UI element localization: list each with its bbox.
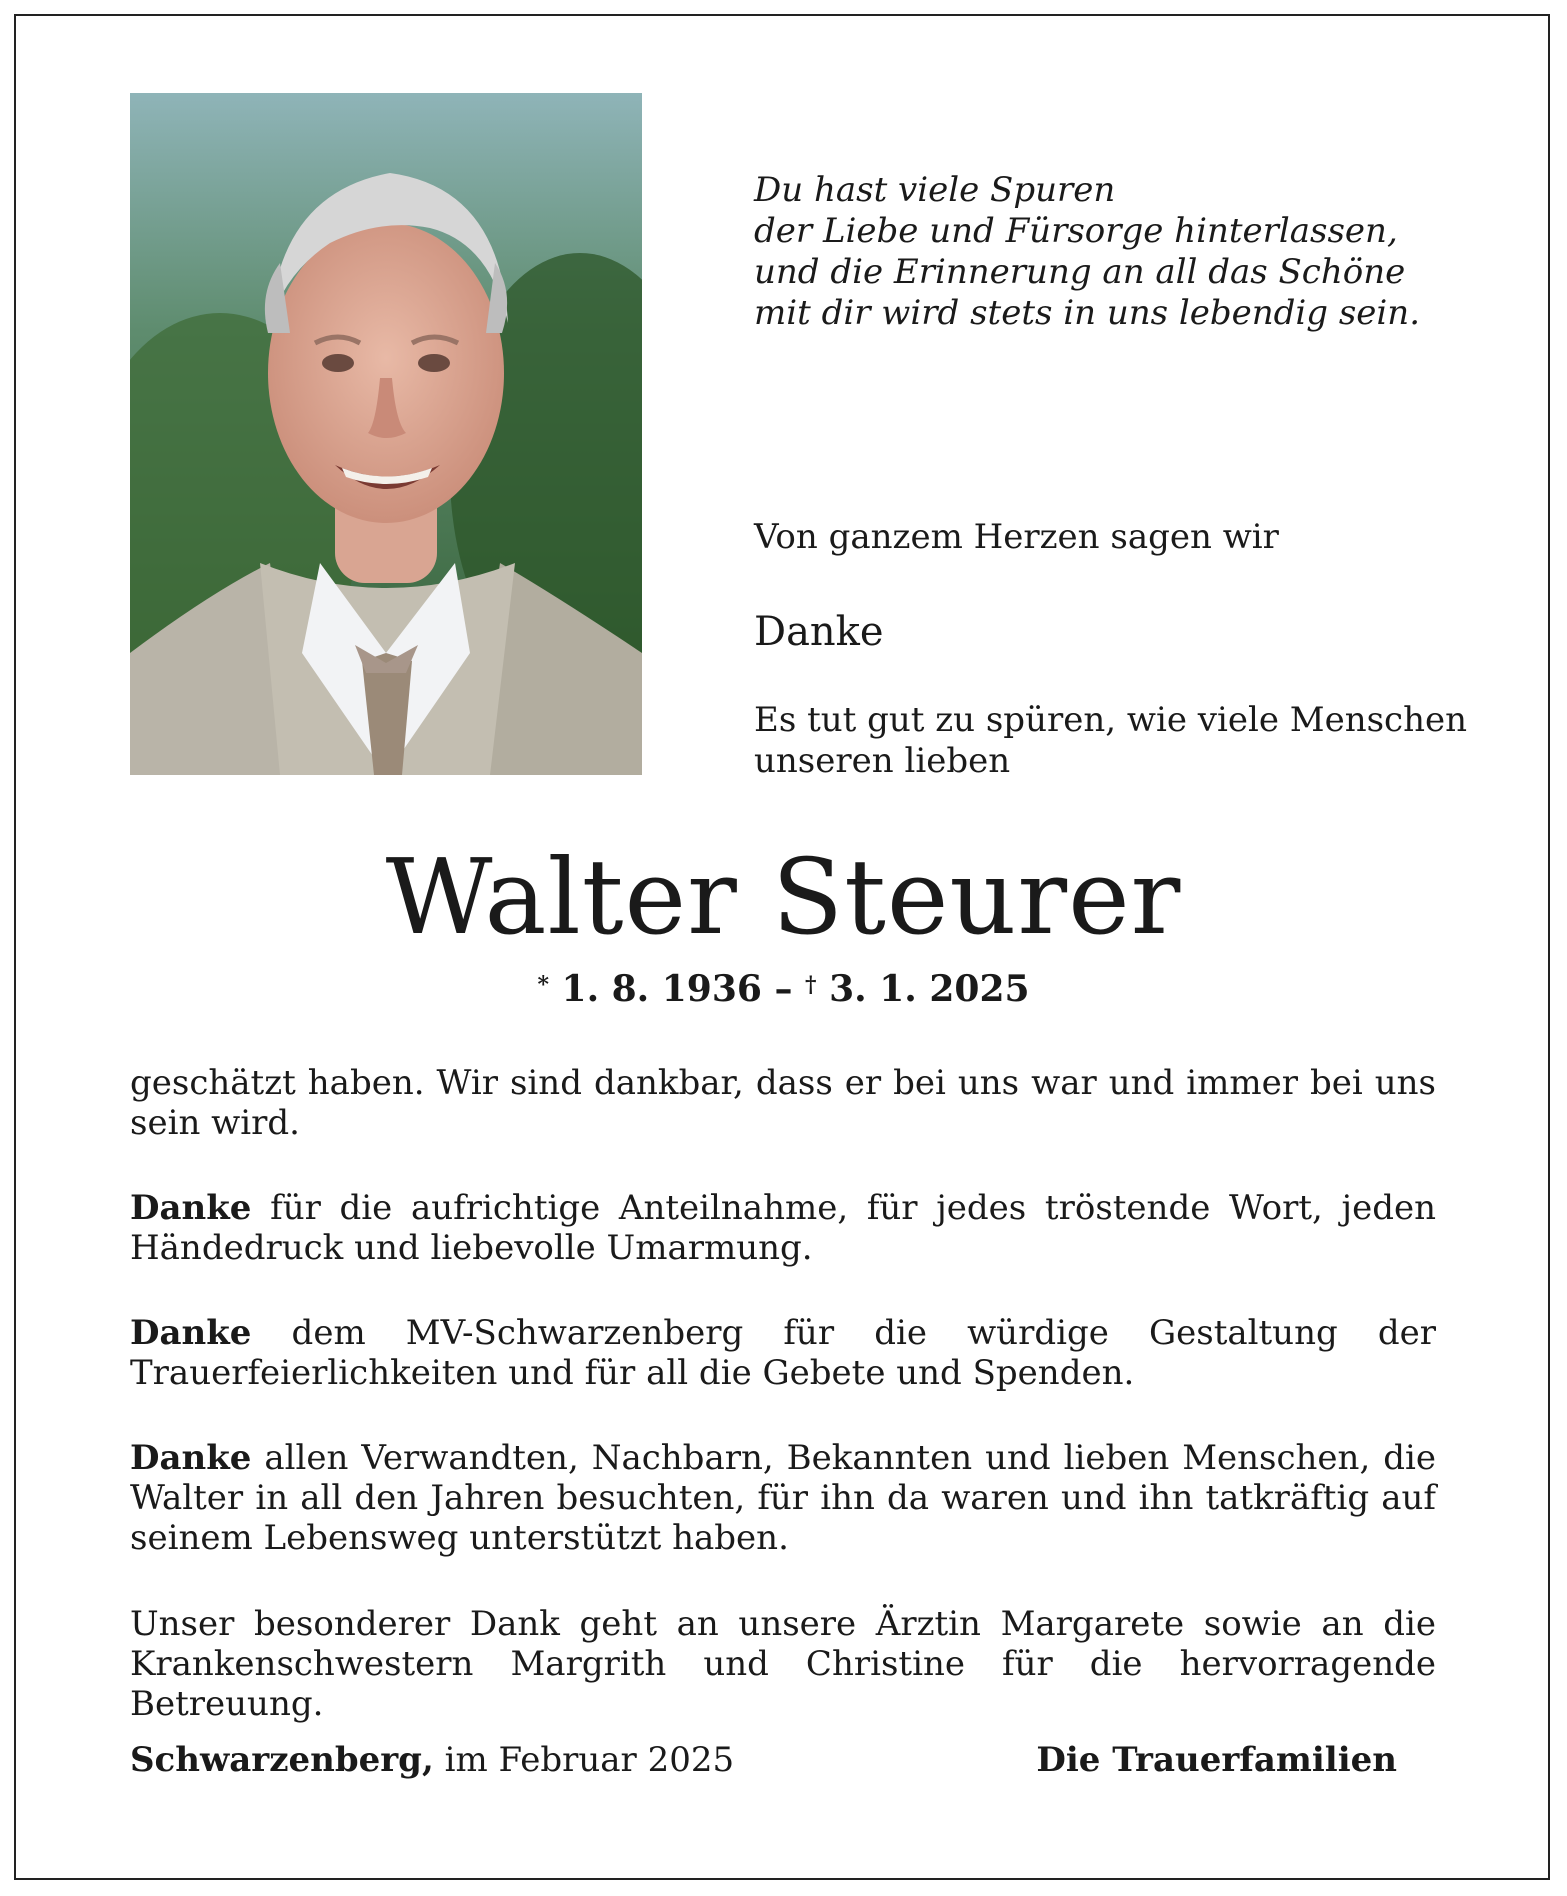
portrait-photo — [130, 93, 642, 775]
danke-bold: Danke — [130, 1188, 252, 1228]
paragraph-text: für die aufrichtige Anteilnahme, für jedes tröstende Wort, jeden Händedruck und liebevolle Umarmung. — [130, 1188, 1436, 1268]
death-date: 3. 1. 2025 — [829, 968, 1030, 1010]
intro-text: Von ganzem Herzen sagen wir — [754, 517, 1279, 557]
paragraph-thanks-relatives — [130, 1438, 1436, 1558]
birth-date: 1. 8. 1936 — [561, 968, 762, 1010]
lead-text — [754, 700, 1474, 782]
footer-signature: Die Trauerfamilien — [1036, 1740, 1397, 1780]
footer-place-date — [130, 1740, 734, 1780]
danke-heading: Danke — [754, 609, 884, 655]
footer-date: im Februar 2025 — [433, 1740, 735, 1780]
poem-line: der Liebe und Fürsorge hinterlassen, — [754, 211, 1398, 251]
footer-place: Schwarzenberg, — [130, 1740, 434, 1780]
birth-symbol: * — [537, 972, 549, 998]
danke-bold: Danke — [130, 1313, 252, 1353]
death-symbol: † — [805, 972, 817, 998]
poem-line: und die Erinnerung an all das Schöne — [754, 252, 1406, 292]
lead-line-2: unseren lieben — [754, 741, 1011, 781]
paragraph-text: allen Verwandten, Nachbarn, Bekannten und lieben Menschen, die Walter in all den Jahren besuchten, für ihn da waren und ihn tatkräftig auf seinem Lebensweg unterstützt haben. — [130, 1438, 1436, 1558]
danke-bold: Danke — [130, 1438, 252, 1478]
paragraph-thanks-sympathy — [130, 1188, 1436, 1268]
paragraph-text: dem MV-Schwarzenberg für die würdige Gestaltung der Trauerfeierlichkeiten und für all die Gebete und Spenden. — [130, 1313, 1436, 1393]
paragraph-thanks-intro: geschätzt haben. Wir sind dankbar, dass er bei uns war und immer bei uns sein wird. — [130, 1063, 1436, 1143]
date-separator: – — [774, 968, 793, 1010]
poem-line: Du hast viele Spuren — [754, 170, 1116, 210]
paragraph-thanks-music-club — [130, 1313, 1436, 1393]
paragraph-thanks-doctor: Unser besonderer Dank geht an unsere Ärztin Margarete sowie an die Krankenschwestern Margrith und Christine für die hervorragende Betreuung. — [130, 1604, 1436, 1724]
poem-line: mit dir wird stets in uns lebendig sein. — [754, 293, 1421, 333]
deceased-name: Walter Steurer — [385, 836, 1182, 958]
poem — [754, 170, 1454, 334]
life-dates — [0, 968, 1567, 1010]
lead-line-1: Es tut gut zu spüren, wie viele Menschen — [754, 700, 1468, 740]
